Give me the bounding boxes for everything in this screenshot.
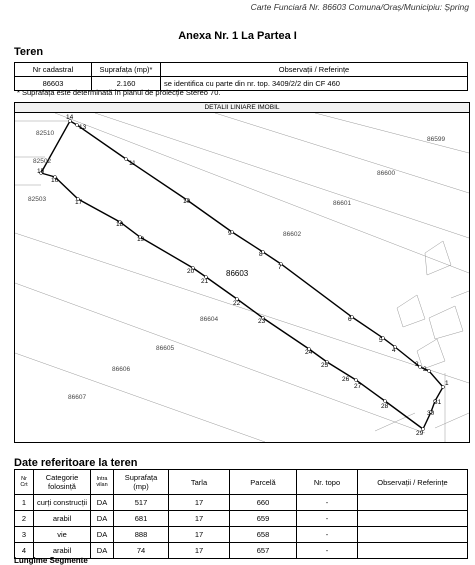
- cell-suprafata: 2.160: [92, 77, 161, 91]
- map-header: DETALII LINIARE IMOBIL: [14, 102, 470, 113]
- point-label: 16: [51, 177, 59, 184]
- col-nr-cadastral: Nr cadastral: [15, 63, 92, 77]
- point-label: 30: [427, 410, 435, 417]
- cell: 659: [230, 511, 297, 527]
- land-data-table: [14, 469, 468, 559]
- parcel-map: [14, 112, 470, 443]
- cell: 657: [230, 543, 297, 559]
- point-label: 15: [37, 168, 45, 175]
- cell: -: [297, 495, 358, 511]
- col-parcela: Parcelă: [230, 470, 297, 495]
- point-label: 28: [381, 403, 389, 410]
- col-observatii: Observații / Referințe: [161, 63, 468, 77]
- point-label: 21: [201, 278, 209, 285]
- point-label: 27: [354, 383, 362, 390]
- table-row: [15, 511, 468, 527]
- cell: 74: [114, 543, 169, 559]
- point-label: 31: [434, 399, 442, 406]
- cell: [358, 543, 468, 559]
- point-label: 24: [305, 349, 313, 356]
- cell: 2: [15, 511, 34, 527]
- neighbor-label: 86606: [112, 366, 131, 373]
- cell: [358, 495, 468, 511]
- point-label: 26: [342, 376, 350, 383]
- point-label: 18: [116, 221, 124, 228]
- point-label: 7: [278, 264, 282, 271]
- point-label: 25: [321, 362, 329, 369]
- cell: 17: [169, 527, 230, 543]
- cell: -: [297, 511, 358, 527]
- cell: 3: [15, 527, 34, 543]
- point-label: 22: [233, 300, 241, 307]
- document-header: Carte Funciară Nr. 86603 Comuna/Oraș/Municipiu: Șpring: [250, 2, 469, 12]
- col-nr-crt: Nr Crt: [15, 470, 34, 495]
- neighbor-label: 82503: [28, 196, 47, 203]
- neighbor-label: 86607: [68, 394, 87, 401]
- point-label: 5: [379, 337, 383, 344]
- table-row: [15, 495, 468, 511]
- cell: 517: [114, 495, 169, 511]
- col-suprafata: Suprafața (mp)*: [92, 63, 161, 77]
- cell: 17: [169, 495, 230, 511]
- point-label: 4: [392, 347, 396, 354]
- cell: 658: [230, 527, 297, 543]
- cell: 1: [15, 495, 34, 511]
- col-suprafata: Suprafața (mp): [114, 470, 169, 495]
- neighbor-label: 86605: [156, 345, 175, 352]
- cell: 17: [169, 511, 230, 527]
- point-label: 23: [258, 318, 266, 325]
- cell: curți construcții: [34, 495, 91, 511]
- col-categorie: Categorie folosință: [34, 470, 91, 495]
- point-label: 1: [445, 380, 449, 387]
- teren-table: [14, 62, 468, 91]
- table-row: [15, 527, 468, 543]
- page-title: Anexa Nr. 1 La Partea I: [178, 30, 297, 42]
- point-label: 19: [137, 236, 145, 243]
- cell: 4: [15, 543, 34, 559]
- point-label: 20: [187, 268, 195, 275]
- cell: 17: [169, 543, 230, 559]
- section-teren-heading: Teren: [14, 46, 44, 58]
- col-tarla: Tarla: [169, 470, 230, 495]
- col-intravilan: Intra vilan: [91, 470, 114, 495]
- cell: DA: [91, 511, 114, 527]
- section-segments-heading: Lungime Segmente: [14, 556, 88, 565]
- cell: [358, 527, 468, 543]
- cell: DA: [91, 543, 114, 559]
- cell-nr-cadastral: 86603: [15, 77, 92, 91]
- teren-table-header: [15, 63, 468, 77]
- section-date-heading: Date referitoare la teren: [14, 457, 138, 469]
- cell-observatii: se identifica cu parte din nr. top. 3409/2/2 din CF 460: [161, 77, 468, 91]
- point-label: 6: [348, 316, 352, 323]
- point-label: 11: [129, 160, 136, 167]
- neighbor-label: 86599: [427, 136, 446, 143]
- neighbor-label: 86604: [200, 316, 219, 323]
- cell: arabil: [34, 511, 91, 527]
- neighbor-label: 86602: [283, 231, 302, 238]
- cell: arabil: [34, 543, 91, 559]
- point-label: 8: [259, 251, 263, 258]
- parcel-label: 86603: [226, 269, 249, 278]
- point-label: 17: [75, 199, 83, 206]
- neighbor-label: 82502: [33, 158, 52, 165]
- neighbor-label: 86601: [333, 200, 352, 207]
- col-observatii: Observații / Referințe: [358, 470, 468, 495]
- point-label: 29: [416, 430, 424, 437]
- cell: 888: [114, 527, 169, 543]
- land-data-header: [15, 470, 468, 495]
- cell: vie: [34, 527, 91, 543]
- point-label: 14: [66, 114, 74, 121]
- cell: [358, 511, 468, 527]
- projection-note: * Suprafața este determinată în planul de proiecție Stereo 70.: [17, 88, 221, 97]
- point-label: 9: [228, 230, 232, 237]
- point-label: 13: [79, 124, 87, 131]
- cell: 681: [114, 511, 169, 527]
- cell: -: [297, 527, 358, 543]
- cell: -: [297, 543, 358, 559]
- cell: 660: [230, 495, 297, 511]
- point-label: 10: [183, 198, 191, 205]
- neighbor-label: 86600: [377, 170, 396, 177]
- neighbor-label: 82510: [36, 130, 55, 137]
- point-label: 3: [415, 361, 419, 368]
- cell: DA: [91, 527, 114, 543]
- point-label: 2: [423, 366, 427, 373]
- cell: DA: [91, 495, 114, 511]
- col-nr-topo: Nr. topo: [297, 470, 358, 495]
